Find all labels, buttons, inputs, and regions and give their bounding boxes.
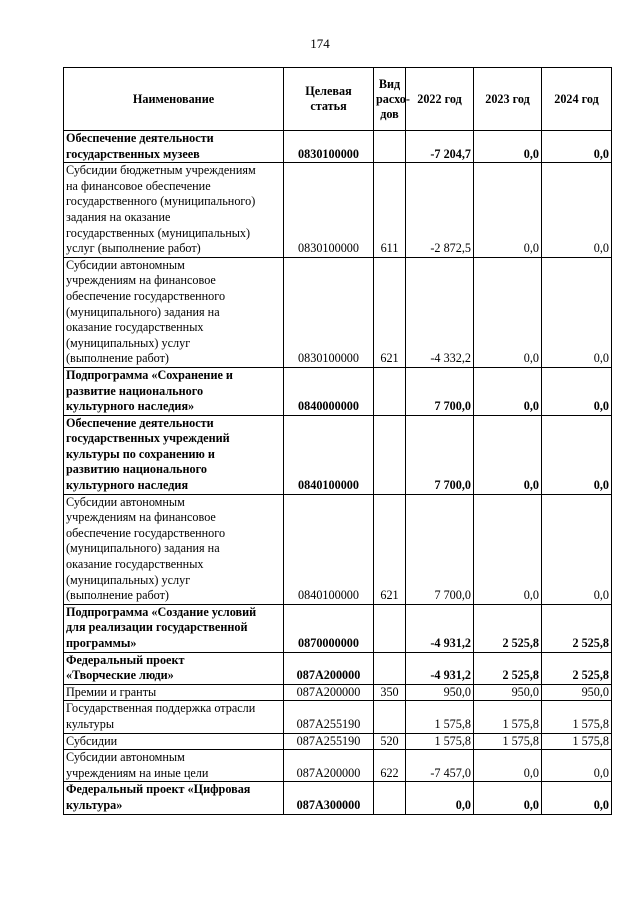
cell-name: Премии и гранты xyxy=(64,684,284,701)
table-row xyxy=(64,163,612,258)
cell-target: 0840000000 xyxy=(284,367,374,415)
cell-target: 087А300000 xyxy=(284,782,374,814)
cell-2022: -2 872,5 xyxy=(406,163,474,258)
cell-2024: 1 575,8 xyxy=(542,701,612,733)
table-row xyxy=(64,701,612,733)
cell-type: 611 xyxy=(374,163,406,258)
cell-target: 087А200000 xyxy=(284,652,374,684)
cell-2024: 950,0 xyxy=(542,684,612,701)
cell-2024: 0,0 xyxy=(542,782,612,814)
cell-2022: 7 700,0 xyxy=(406,367,474,415)
budget-table xyxy=(63,67,612,815)
cell-2022: -7 457,0 xyxy=(406,750,474,782)
table-row xyxy=(64,494,612,604)
header-2022: 2022 год xyxy=(406,68,474,131)
cell-target: 0870000000 xyxy=(284,604,374,652)
cell-target: 087А200000 xyxy=(284,684,374,701)
table-row xyxy=(64,604,612,652)
header-name: Наименование xyxy=(64,68,284,131)
cell-name: Федеральный проект «Творческие люди» xyxy=(64,652,284,684)
cell-2022: 0,0 xyxy=(406,782,474,814)
cell-type: 621 xyxy=(374,494,406,604)
table-row xyxy=(64,782,612,814)
cell-name: Субсидии автономным учреждениям на финансовое обеспечение государственного (муниципального) задания на оказание государственных (муниципальных) услуг (выполнение работ) xyxy=(64,257,284,367)
cell-name: Федеральный проект «Цифровая культура» xyxy=(64,782,284,814)
cell-type xyxy=(374,415,406,494)
cell-name: Субсидии автономным учреждениям на финансовое обеспечение государственного (муниципального) задания на оказание государственных (муниципальных) услуг (выполнение работ) xyxy=(64,494,284,604)
cell-2024: 0,0 xyxy=(542,494,612,604)
cell-2023: 0,0 xyxy=(474,131,542,163)
cell-type xyxy=(374,652,406,684)
cell-target: 0830100000 xyxy=(284,131,374,163)
cell-target: 087А255190 xyxy=(284,701,374,733)
cell-2023: 0,0 xyxy=(474,494,542,604)
cell-type: 520 xyxy=(374,733,406,750)
cell-target: 0840100000 xyxy=(284,415,374,494)
cell-2024: 2 525,8 xyxy=(542,604,612,652)
cell-target: 0830100000 xyxy=(284,163,374,258)
cell-2024: 0,0 xyxy=(542,163,612,258)
table-row xyxy=(64,750,612,782)
cell-2022: 950,0 xyxy=(406,684,474,701)
cell-target: 0830100000 xyxy=(284,257,374,367)
cell-name: Субсидии бюджетным учреждениям на финансовое обеспечение государственного (муниципального) задания на оказание государственных (муниципальных) услуг (выполнение работ) xyxy=(64,163,284,258)
cell-2023: 0,0 xyxy=(474,163,542,258)
cell-2023: 2 525,8 xyxy=(474,652,542,684)
cell-2023: 1 575,8 xyxy=(474,701,542,733)
cell-target: 087А255190 xyxy=(284,733,374,750)
cell-name: Подпрограмма «Создание условий для реализации государственной программы» xyxy=(64,604,284,652)
cell-name: Субсидии xyxy=(64,733,284,750)
cell-type: 350 xyxy=(374,684,406,701)
cell-name: Обеспечение деятельности государственных учреждений культуры по сохранению и развитию национального культурного наследия xyxy=(64,415,284,494)
cell-2024: 2 525,8 xyxy=(542,652,612,684)
cell-2024: 0,0 xyxy=(542,750,612,782)
cell-type: 622 xyxy=(374,750,406,782)
cell-name: Обеспечение деятельности государственных музеев xyxy=(64,131,284,163)
cell-2022: 7 700,0 xyxy=(406,494,474,604)
table-row xyxy=(64,257,612,367)
cell-type xyxy=(374,367,406,415)
cell-target: 0840100000 xyxy=(284,494,374,604)
table-row xyxy=(64,367,612,415)
cell-2023: 0,0 xyxy=(474,782,542,814)
cell-2022: -4 931,2 xyxy=(406,652,474,684)
header-target: Целевая статья xyxy=(284,68,374,131)
cell-type xyxy=(374,131,406,163)
cell-2022: 7 700,0 xyxy=(406,415,474,494)
cell-type: 621 xyxy=(374,257,406,367)
cell-name: Подпрограмма «Сохранение и развитие национального культурного наследия» xyxy=(64,367,284,415)
cell-name: Государственная поддержка отрасли культуры xyxy=(64,701,284,733)
cell-2024: 1 575,8 xyxy=(542,733,612,750)
cell-2022: -4 931,2 xyxy=(406,604,474,652)
table-row xyxy=(64,131,612,163)
cell-2024: 0,0 xyxy=(542,367,612,415)
cell-2022: -7 204,7 xyxy=(406,131,474,163)
cell-2024: 0,0 xyxy=(542,131,612,163)
table-body xyxy=(64,131,612,815)
table-row xyxy=(64,652,612,684)
page-number: 174 xyxy=(310,36,330,51)
cell-type xyxy=(374,604,406,652)
cell-type xyxy=(374,782,406,814)
cell-name: Субсидии автономным учреждениям на иные цели xyxy=(64,750,284,782)
table-row xyxy=(64,733,612,750)
header-2023: 2023 год xyxy=(474,68,542,131)
cell-2024: 0,0 xyxy=(542,257,612,367)
cell-2022: 1 575,8 xyxy=(406,701,474,733)
cell-2023: 0,0 xyxy=(474,367,542,415)
cell-2024: 0,0 xyxy=(542,415,612,494)
table-header-row xyxy=(64,68,612,131)
table-row xyxy=(64,415,612,494)
cell-2023: 950,0 xyxy=(474,684,542,701)
cell-2023: 2 525,8 xyxy=(474,604,542,652)
header-2024: 2024 год xyxy=(542,68,612,131)
cell-2022: -4 332,2 xyxy=(406,257,474,367)
cell-2023: 0,0 xyxy=(474,750,542,782)
cell-2023: 1 575,8 xyxy=(474,733,542,750)
header-type: Вид расхо- дов xyxy=(374,68,406,131)
cell-2023: 0,0 xyxy=(474,415,542,494)
cell-2022: 1 575,8 xyxy=(406,733,474,750)
table-row xyxy=(64,684,612,701)
cell-type xyxy=(374,701,406,733)
cell-target: 087А200000 xyxy=(284,750,374,782)
cell-2023: 0,0 xyxy=(474,257,542,367)
